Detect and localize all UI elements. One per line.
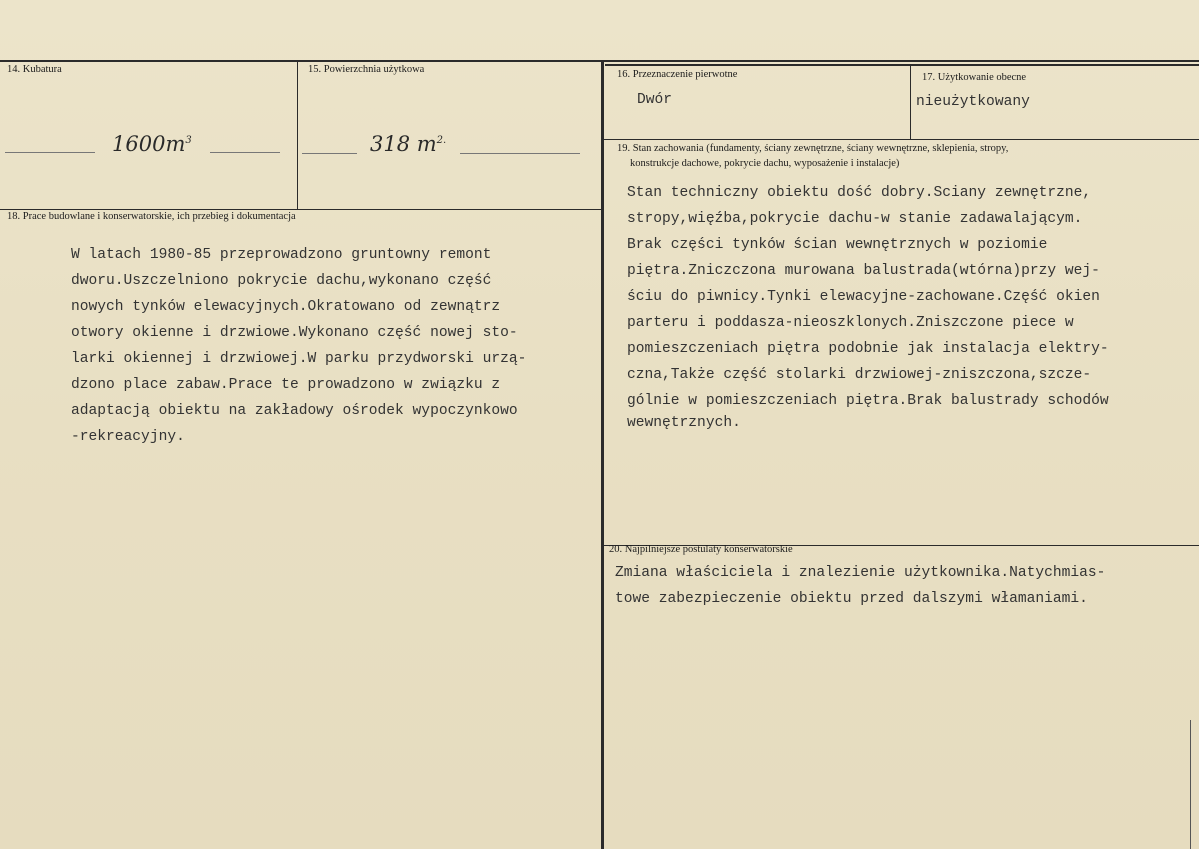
- prace-line: larki okiennej i drzwiowej.W parku przydworski urzą-: [71, 351, 527, 367]
- uzytkowanie-value: nieużytkowany: [916, 94, 1030, 110]
- stan-line: stropy,więźba,pokrycie dachu-w stanie zadawalającym.: [627, 211, 1083, 227]
- powierzchnia-number: 318 m: [370, 132, 437, 156]
- powierzchnia-dash-left: [302, 153, 357, 154]
- prace-line: W latach 1980-85 przeprowadzono gruntowny remont: [71, 247, 492, 263]
- stan-line: Stan techniczny obiektu dość dobry.Sciany zewnętrzne,: [627, 185, 1092, 201]
- top-rule: [0, 60, 1199, 62]
- top-rule-right-thick: [605, 64, 1199, 66]
- stan-line: Brak części tynków ścian wewnętrznych w poziomie: [627, 237, 1048, 253]
- prace-line: -rekreacyjny.: [71, 429, 185, 445]
- prace-line: nowych tynków elewacyjnych.Okratowano od zewnątrz: [71, 299, 501, 315]
- prace-line: otwory okienne i drzwiowe.Wykonano część nowej sto-: [71, 325, 518, 341]
- kubatura-label: 14. Kubatura: [7, 64, 62, 75]
- divider-14-15: [297, 60, 298, 210]
- stan-line: parteru i poddasza-nieoszklonych.Zniszczone piece w: [627, 315, 1074, 331]
- stan-line: gólnie w pomieszczeniach piętra.Brak balustrady schodów: [627, 393, 1109, 409]
- kubatura-dash-left: [5, 152, 95, 153]
- kubatura-unit-sup: 3: [185, 135, 192, 146]
- stan-label-line2: konstrukcje dachowe, pokrycie dachu, wyposażenie i instalacje): [630, 158, 900, 169]
- przeznaczenie-label: 16. Przeznaczenie pierwotne: [617, 69, 738, 80]
- powierzchnia-label: 15. Powierzchnia użytkowa: [308, 64, 425, 75]
- prace-line: adaptacją obiektu na zakładowy ośrodek wypoczynkowo: [71, 403, 518, 419]
- rule-above-19: [604, 139, 1199, 140]
- powierzchnia-dash-right: [460, 153, 580, 154]
- stan-line: piętra.Zniczczona murowana balustrada(wtórna)przy wej-: [627, 263, 1100, 279]
- rule-above-18: [0, 209, 603, 210]
- stan-line: ściu do piwnicy.Tynki elewacyjne-zachowane.Część okien: [627, 289, 1100, 305]
- powierzchnia-value: [370, 132, 446, 156]
- uzytkowanie-label: 17. Użytkowanie obecne: [922, 72, 1027, 83]
- powierzchnia-unit-sup: 2.: [436, 135, 447, 146]
- stan-line: wewnętrznych.: [627, 415, 741, 431]
- kubatura-dash-right: [210, 152, 280, 153]
- postulaty-line: towe zabezpieczenie obiektu przed dalszymi włamaniami.: [615, 591, 1088, 607]
- postulaty-label: 20. Najpilniejsze postulaty konserwatorskie: [609, 544, 793, 555]
- stan-line: pomieszczeniach piętra podobnie jak instalacja elektry-: [627, 341, 1109, 357]
- prace-label: 18. Prace budowlane i konserwatorskie, ich przebieg i dokumentacja: [7, 211, 296, 222]
- stan-line: czna,Także część stolarki drzwiowej-zniszczona,szcze-: [627, 367, 1092, 383]
- postulaty-line: Zmiana właściciela i znalezienie użytkownika.Natychmias-: [615, 565, 1106, 581]
- stan-label-line1: 19. Stan zachowania (fundamenty, ściany zewnętrzne, ściany wewnętrzne, sklepienia, stropy,: [617, 143, 1009, 154]
- kubatura-number: 1600m: [112, 132, 186, 156]
- right-edge-mark: [1190, 720, 1191, 849]
- przeznaczenie-value: Dwór: [637, 92, 673, 108]
- prace-line: dworu.Uszczelniono pokrycie dachu,wykonano część: [71, 273, 492, 289]
- prace-line: dzono place zabaw.Prace te prowadzono w związku z: [71, 377, 501, 393]
- kubatura-value: [112, 132, 192, 156]
- center-divider: [601, 60, 604, 849]
- divider-16-17: [910, 65, 911, 140]
